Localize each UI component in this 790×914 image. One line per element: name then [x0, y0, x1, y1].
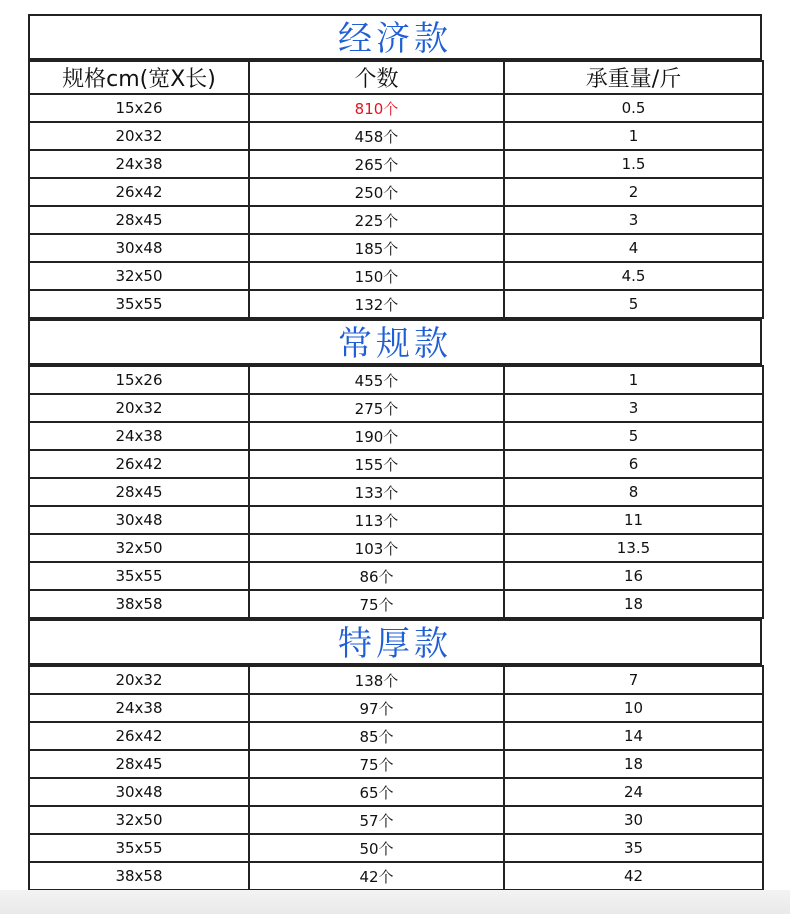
- header-row: [29, 61, 763, 94]
- size-column-header: 规格cm(宽X长): [29, 61, 249, 94]
- size-cell: 32x50: [29, 262, 249, 290]
- table-row: [29, 122, 763, 150]
- size-cell: 30x48: [29, 506, 249, 534]
- weight-column-header: 承重量/斤: [504, 61, 763, 94]
- size-cell: 15x26: [29, 94, 249, 122]
- size-cell: 24x38: [29, 422, 249, 450]
- table-row: [29, 778, 763, 806]
- size-cell: 30x48: [29, 778, 249, 806]
- size-cell: 15x26: [29, 366, 249, 394]
- weight-cell: 3: [504, 206, 763, 234]
- weight-cell: 42: [504, 862, 763, 890]
- weight-cell: 5: [504, 290, 763, 318]
- weight-cell: 30: [504, 806, 763, 834]
- spec-table: [28, 60, 764, 319]
- size-cell: 24x38: [29, 694, 249, 722]
- spec-sheet: [28, 14, 762, 891]
- section-title: 常规款: [28, 319, 762, 365]
- weight-cell: 7: [504, 666, 763, 694]
- count-cell: 265个: [249, 150, 504, 178]
- table-row: [29, 722, 763, 750]
- size-cell: 35x55: [29, 834, 249, 862]
- count-cell: 75个: [249, 590, 504, 618]
- weight-cell: 24: [504, 778, 763, 806]
- weight-cell: 35: [504, 834, 763, 862]
- weight-cell: 10: [504, 694, 763, 722]
- count-cell: 85个: [249, 722, 504, 750]
- size-cell: 32x50: [29, 534, 249, 562]
- size-cell: 32x50: [29, 806, 249, 834]
- count-cell: 132个: [249, 290, 504, 318]
- size-cell: 35x55: [29, 290, 249, 318]
- count-cell: 50个: [249, 834, 504, 862]
- weight-cell: 14: [504, 722, 763, 750]
- count-cell: 42个: [249, 862, 504, 890]
- table-row: [29, 478, 763, 506]
- count-cell: 57个: [249, 806, 504, 834]
- weight-cell: 1: [504, 366, 763, 394]
- count-cell: 133个: [249, 478, 504, 506]
- weight-cell: 16: [504, 562, 763, 590]
- weight-cell: 4: [504, 234, 763, 262]
- size-cell: 28x45: [29, 478, 249, 506]
- table-row: [29, 94, 763, 122]
- weight-cell: 18: [504, 750, 763, 778]
- table-row: [29, 506, 763, 534]
- table-row: [29, 178, 763, 206]
- count-cell: 225个: [249, 206, 504, 234]
- table-row: [29, 366, 763, 394]
- count-cell: 810个: [249, 94, 504, 122]
- table-row: [29, 590, 763, 618]
- table-row: [29, 394, 763, 422]
- table-row: [29, 694, 763, 722]
- weight-cell: 18: [504, 590, 763, 618]
- count-cell: 185个: [249, 234, 504, 262]
- size-cell: 26x42: [29, 178, 249, 206]
- weight-cell: 6: [504, 450, 763, 478]
- weight-cell: 13.5: [504, 534, 763, 562]
- count-cell: 86个: [249, 562, 504, 590]
- spec-table: [28, 365, 764, 619]
- weight-cell: 8: [504, 478, 763, 506]
- table-row: [29, 862, 763, 890]
- weight-cell: 4.5: [504, 262, 763, 290]
- size-cell: 35x55: [29, 562, 249, 590]
- count-cell: 275个: [249, 394, 504, 422]
- count-cell: 190个: [249, 422, 504, 450]
- size-cell: 24x38: [29, 150, 249, 178]
- table-row: [29, 422, 763, 450]
- spec-table: [28, 665, 764, 891]
- count-cell: 455个: [249, 366, 504, 394]
- table-row: [29, 262, 763, 290]
- table-row: [29, 206, 763, 234]
- table-row: [29, 450, 763, 478]
- size-cell: 26x42: [29, 722, 249, 750]
- table-row: [29, 234, 763, 262]
- size-cell: 28x45: [29, 206, 249, 234]
- count-cell: 138个: [249, 666, 504, 694]
- section-title: 特厚款: [28, 619, 762, 665]
- count-cell: 150个: [249, 262, 504, 290]
- section-title: 经济款: [28, 14, 762, 60]
- weight-cell: 1.5: [504, 150, 763, 178]
- table-row: [29, 806, 763, 834]
- table-row: [29, 750, 763, 778]
- size-cell: 28x45: [29, 750, 249, 778]
- weight-cell: 2: [504, 178, 763, 206]
- weight-cell: 0.5: [504, 94, 763, 122]
- count-cell: 65个: [249, 778, 504, 806]
- size-cell: 20x32: [29, 394, 249, 422]
- table-row: [29, 534, 763, 562]
- size-cell: 38x58: [29, 862, 249, 890]
- count-cell: 458个: [249, 122, 504, 150]
- count-cell: 103个: [249, 534, 504, 562]
- table-row: [29, 290, 763, 318]
- size-cell: 20x32: [29, 122, 249, 150]
- size-cell: 26x42: [29, 450, 249, 478]
- size-cell: 38x58: [29, 590, 249, 618]
- table-row: [29, 834, 763, 862]
- weight-cell: 1: [504, 122, 763, 150]
- weight-cell: 11: [504, 506, 763, 534]
- weight-cell: 5: [504, 422, 763, 450]
- count-cell: 250个: [249, 178, 504, 206]
- size-cell: 20x32: [29, 666, 249, 694]
- count-cell: 155个: [249, 450, 504, 478]
- bottom-shade: [0, 890, 790, 914]
- count-column-header: 个数: [249, 61, 504, 94]
- count-cell: 113个: [249, 506, 504, 534]
- table-row: [29, 562, 763, 590]
- table-row: [29, 150, 763, 178]
- weight-cell: 3: [504, 394, 763, 422]
- table-row: [29, 666, 763, 694]
- count-cell: 75个: [249, 750, 504, 778]
- size-cell: 30x48: [29, 234, 249, 262]
- count-cell: 97个: [249, 694, 504, 722]
